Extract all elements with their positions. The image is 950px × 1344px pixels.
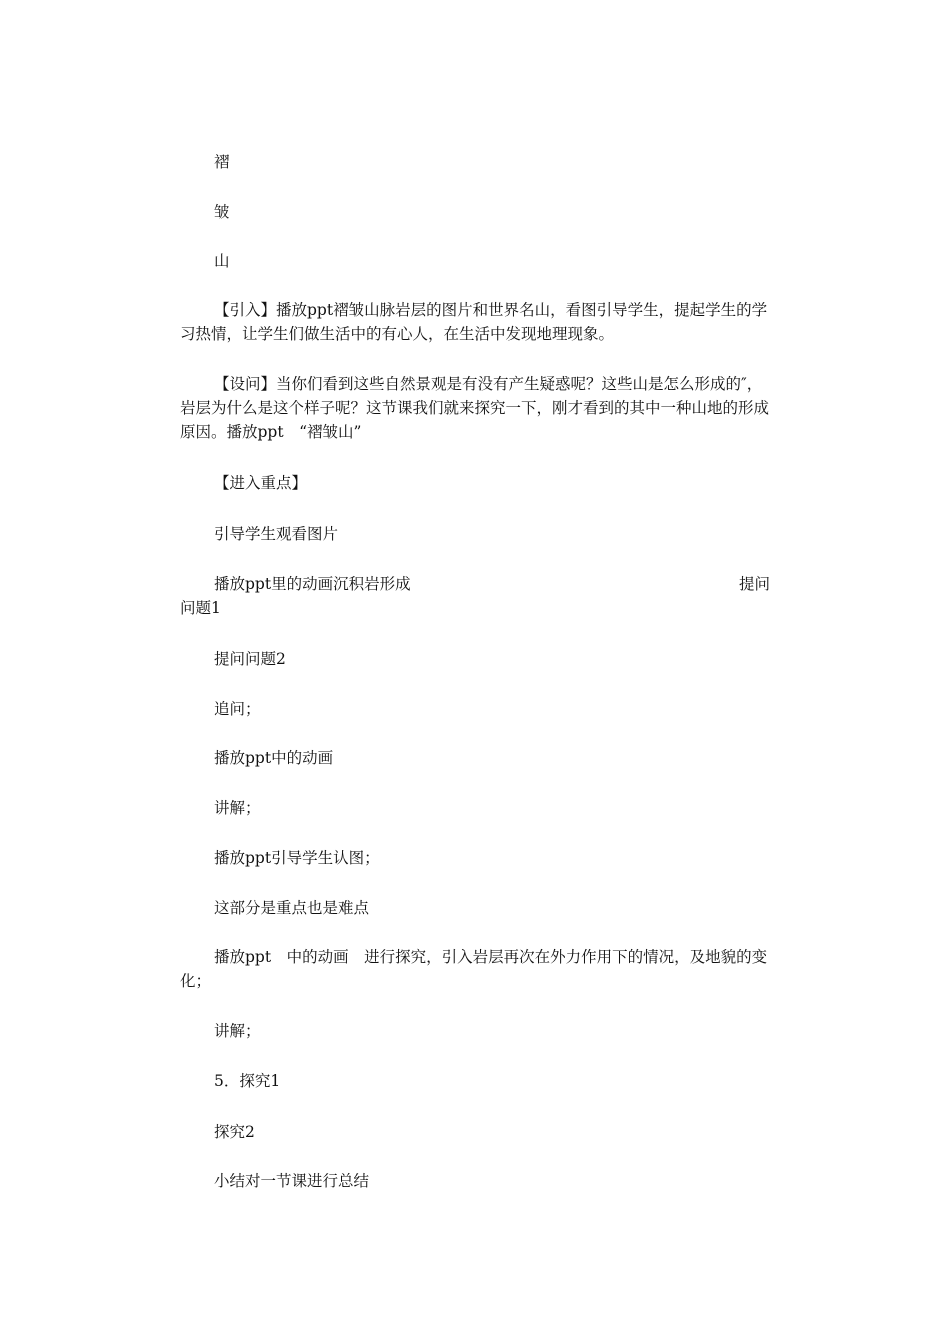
paragraph-summary: 小结对一节课进行总结 <box>214 1172 370 1190</box>
paragraph-explain-2: 讲解； <box>214 1022 261 1040</box>
paragraph-key-point: 【进入重点】 <box>214 474 308 492</box>
paragraph-question: 【设问】当你们看到这些自然景观是有没有产生疑惑呢？这些山是怎么形成的″，岩层为什么是这个样子呢？这节课我们就来探究一下，刚才看到的其中一种山地的形成原因。播放ppt “褶皱山” <box>180 375 770 441</box>
vertical-title-char-3: 山 <box>214 252 230 270</box>
vertical-title-char-2: 皱 <box>214 203 230 221</box>
paragraph-play-sediment <box>180 572 770 596</box>
paragraph-intro: 【引入】播放ppt褶皱山脉岩层的图片和世界名山，看图引导学生，提起学生的学习热情，让学生们做生活中的有心人，在生活中发现地理现象。 <box>180 301 768 343</box>
paragraph-explain-1: 讲解； <box>214 799 261 817</box>
play-sediment-right-text: 提问 <box>738 575 770 593</box>
paragraph-play-animation: 播放ppt中的动画 <box>214 749 334 767</box>
paragraph-follow-up: 追问； <box>214 700 261 718</box>
play-sediment-text: 播放ppt里的动画沉积岩形成 <box>214 575 411 593</box>
paragraph-explore-animation: 播放ppt 中的动画 进行探究，引入岩层再次在外力作用下的情况，及地貌的变化； <box>180 948 768 990</box>
paragraph-explore-1: 5．探究1 <box>214 1072 281 1090</box>
paragraph-explore-2: 探究2 <box>214 1123 255 1141</box>
paragraph-guide-pictures: 引导学生观看图片 <box>214 525 339 543</box>
vertical-title-char-1: 褶 <box>214 153 230 171</box>
paragraph-question2: 提问问题2 <box>214 650 286 668</box>
paragraph-guide-map: 播放ppt引导学生认图； <box>214 849 380 867</box>
paragraph-question1-continued: 问题1 <box>180 599 221 617</box>
paragraph-difficulty: 这部分是重点也是难点 <box>214 899 370 917</box>
